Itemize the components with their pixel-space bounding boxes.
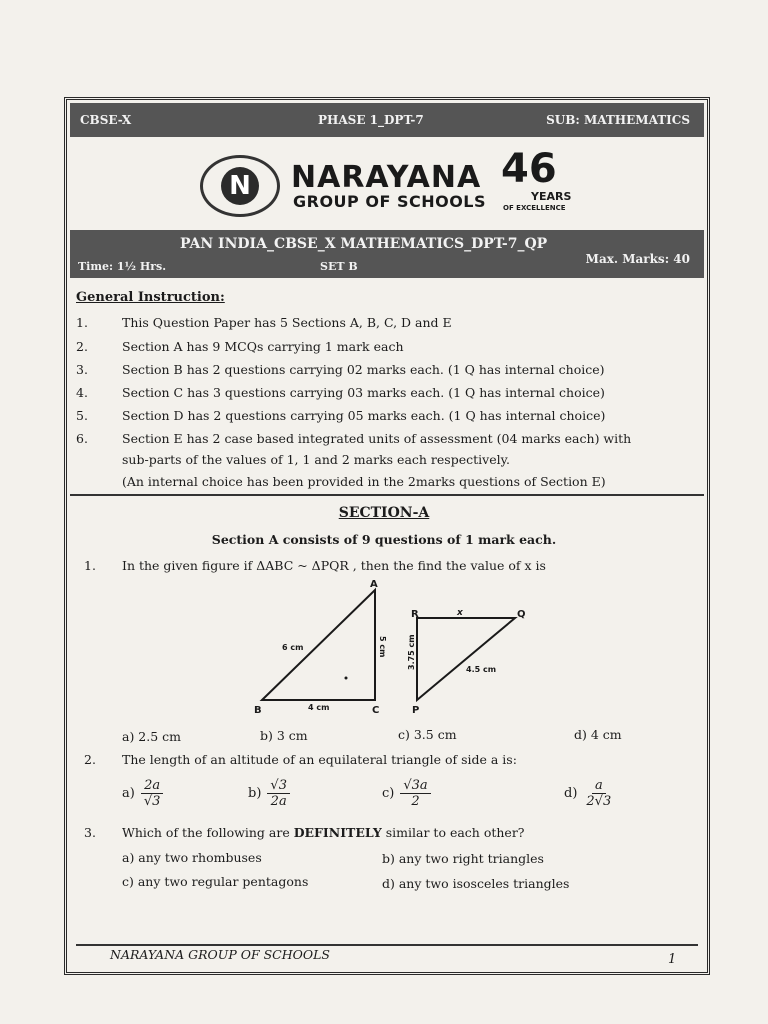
question-text: In the given figure if ΔABC ~ ΔPQR , then the find the value of x is xyxy=(122,558,546,573)
footer-divider xyxy=(76,944,698,946)
side-ab-label: 6 cm xyxy=(282,643,304,652)
instruction-text: This Question Paper has 5 Sections A, B, C, D and E xyxy=(122,315,452,330)
question-number: 3. xyxy=(84,825,96,840)
q2-option-a xyxy=(122,778,163,809)
triangle-abc xyxy=(262,590,375,700)
paper-title: PAN INDIA_CBSE_X MATHEMATICS_DPT-7_QP xyxy=(180,236,548,252)
denominator: 2 xyxy=(411,794,420,809)
vertex-b: B xyxy=(254,705,262,716)
title-bar xyxy=(70,230,704,278)
side-pr-label: 3.75 cm xyxy=(407,634,416,670)
q3-option-d: d) any two isosceles triangles xyxy=(382,876,570,891)
years-subtitle: OF EXCELLENCE xyxy=(503,204,566,212)
numerator: 2a xyxy=(141,778,163,794)
subject-label: SUB: MATHEMATICS xyxy=(546,113,690,127)
instruction-text: Section E has 2 case based integrated units of assessment (04 marks each) with xyxy=(122,431,632,446)
fraction xyxy=(583,778,614,809)
brand-subtitle: GROUP OF SCHOOLS xyxy=(293,192,487,211)
numerator: a xyxy=(592,778,606,794)
emblem-icon xyxy=(200,155,280,217)
time-label: Time: 1½ Hrs. xyxy=(78,260,167,273)
q2-option-c xyxy=(382,778,431,809)
instruction-number: 1. xyxy=(76,315,88,330)
question-text: The length of an altitude of an equilateral triangle of side a is: xyxy=(122,752,517,767)
question-number: 2. xyxy=(84,752,96,767)
section-title: SECTION-A xyxy=(338,505,430,521)
question-number: 1. xyxy=(84,558,96,573)
vertex-r: R xyxy=(411,609,419,620)
fraction xyxy=(400,778,430,809)
vertex-a: A xyxy=(370,579,378,590)
option-label: c) xyxy=(382,786,395,801)
vertex-p: P xyxy=(412,705,420,716)
vertex-q: Q xyxy=(517,609,526,620)
option-label: b) xyxy=(248,786,262,801)
instruction-number: 3. xyxy=(76,362,88,377)
question-text-post: similar to each other? xyxy=(381,825,525,840)
denominator: 2√3 xyxy=(586,794,612,809)
question-text-pre: Which of the following are xyxy=(122,825,294,840)
school-logo xyxy=(195,146,585,220)
q3-option-b: b) any two right triangles xyxy=(382,851,544,866)
instruction-divider xyxy=(70,494,704,496)
fraction xyxy=(141,778,164,809)
board-label: CBSE-X xyxy=(80,113,132,127)
instruction-number: 6. xyxy=(76,431,88,446)
emblem-letter: N xyxy=(221,167,259,205)
question-text-emphasis: DEFINITELY xyxy=(293,825,382,840)
fraction xyxy=(267,778,290,809)
side-rq-label: x xyxy=(457,608,463,618)
years-number: 46 xyxy=(501,146,557,192)
denominator: 2a xyxy=(270,794,287,809)
side-bc-label: 4 cm xyxy=(308,703,330,712)
set-label: SET B xyxy=(320,260,358,273)
q3-option-c: c) any two regular pentagons xyxy=(122,874,309,889)
instruction-number: 5. xyxy=(76,408,88,423)
q3-option-a: a) any two rhombuses xyxy=(122,850,262,865)
similar-triangles-figure xyxy=(250,578,540,718)
denominator: √3 xyxy=(143,794,161,809)
option-label: d) xyxy=(564,786,578,801)
instruction-text: Section C has 3 questions carrying 03 marks each. (1 Q has internal choice) xyxy=(122,385,605,400)
instruction-number: 2. xyxy=(76,339,88,354)
general-instruction-heading: General Instruction: xyxy=(76,290,225,305)
instruction-text: Section D has 2 questions carrying 05 marks each. (1 Q has internal choice) xyxy=(122,408,606,423)
instruction-text: Section B has 2 questions carrying 02 marks each. (1 Q has internal choice) xyxy=(122,362,605,377)
section-subtitle: Section A consists of 9 questions of 1 mark each. xyxy=(211,532,557,547)
q1-option-b: b) 3 cm xyxy=(260,728,308,743)
phase-label: PHASE 1_DPT-7 xyxy=(318,113,424,127)
side-ac-label: 5 cm xyxy=(378,636,387,658)
q2-option-d xyxy=(564,778,614,809)
q1-option-d: d) 4 cm xyxy=(574,727,622,742)
page-number: 1 xyxy=(668,952,677,967)
vertex-c: C xyxy=(372,705,380,716)
option-label: a) xyxy=(122,786,135,801)
q2-option-b xyxy=(248,778,290,809)
figure-dot xyxy=(345,677,348,680)
instruction-text: sub-parts of the values of 1, 1 and 2 marks each respectively. xyxy=(122,452,510,467)
max-marks-label: Max. Marks: 40 xyxy=(585,252,690,266)
years-word: YEARS xyxy=(531,190,572,203)
q1-option-a: a) 2.5 cm xyxy=(122,729,182,744)
numerator: √3a xyxy=(400,778,430,794)
instruction-number: 4. xyxy=(76,385,88,400)
header-bar xyxy=(70,103,704,137)
triangle-pqr xyxy=(417,618,515,700)
question-text xyxy=(122,825,525,840)
q1-option-c: c) 3.5 cm xyxy=(398,727,457,742)
numerator: √3 xyxy=(267,778,290,794)
instruction-text: Section A has 9 MCQs carrying 1 mark each xyxy=(122,339,404,354)
side-pq-label: 4.5 cm xyxy=(466,665,497,674)
footer-school-name: NARAYANA GROUP OF SCHOOLS xyxy=(110,947,330,962)
instruction-text: (An internal choice has been provided in the 2marks questions of Section E) xyxy=(122,474,606,489)
brand-name: NARAYANA xyxy=(291,160,482,195)
